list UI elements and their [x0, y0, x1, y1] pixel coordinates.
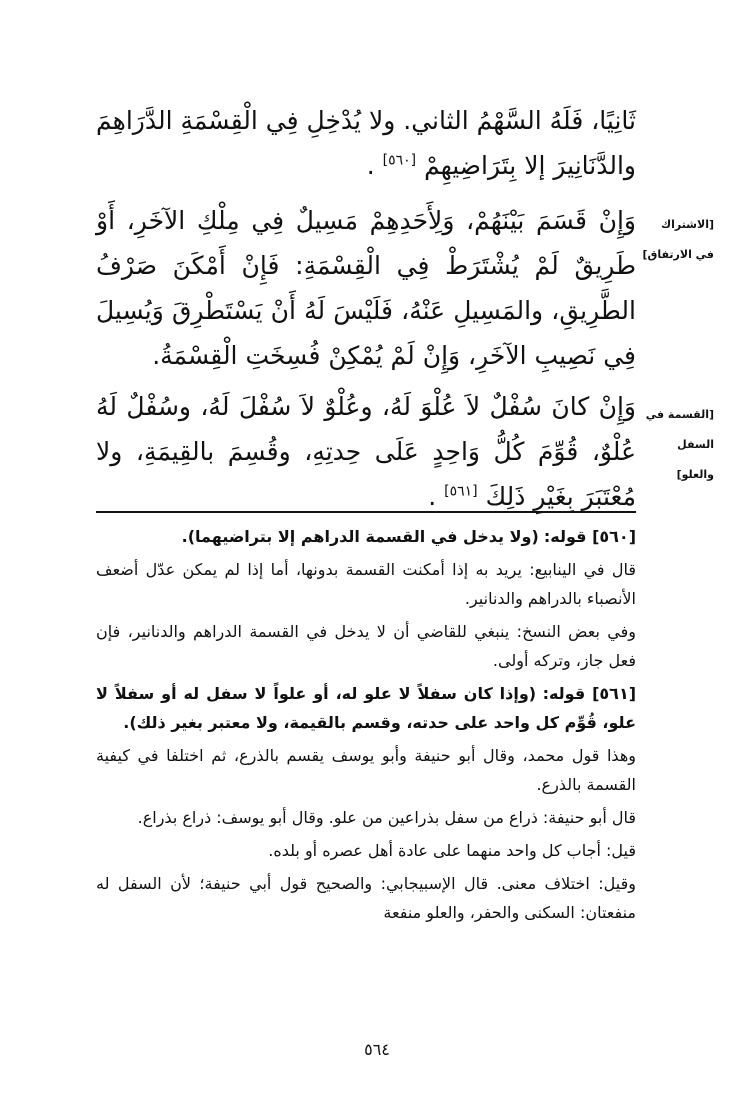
footnote-quote: (ولا يدخل في القسمة الدراهم إلا بتراضيهما). [181, 527, 539, 546]
main-paragraph-1: ثَانِيًا، فَلَهُ السَّهْمُ الثاني. ولا يُدْخِلِ فِي الْقِسْمَةِ الدَّرَاهِمَ والدَّنَانِيرَ إلا بِتَرَاضِيهِمْ [٥٦٠] . [96, 106, 636, 180]
footnote-text: قال في الينابيع: يريد به إذا أمكنت القسمة بدونها، أما إذا لم يمكن عدّل أضعف الأنصباء بالدراهم والدنانير. [96, 560, 636, 608]
footnote-text: قال أبو حنيفة: ذراع من سفل بذراعين من علو. وقال أبو يوسف: ذراع بذراع. [137, 808, 636, 827]
footnote-560-heading [96, 522, 636, 551]
footnote-text: قيل: أجاب كل واحد منهما على عادة أهل عصره أو بلده. [268, 841, 636, 860]
footnote-quote: (وإذا كان سفلاً لا علو له، أو علواً لا سفل له أو سفلاً لا علو، قُوِّم كل واحد على حدته، وقسم بالقيمة، ولا معتبر بغير ذلك). [96, 684, 636, 732]
footnote-divider [96, 511, 636, 513]
footnote-text: وقيل: اختلاف معنى. قال الإسبيجابي: والصحيح قول أبي حنيفة؛ لأن السفل له منفعتان: السكنى والحفر، والعلو منفعة [96, 874, 636, 922]
footnote-reference[interactable]: [٥٦٠] [382, 152, 417, 169]
footnote-text: وفي بعض النسخ: ينبغي للقاضي أن لا يدخل في القسمة الدراهم والدنانير، فإن فعل جاز، وتركه أولى. [96, 622, 636, 670]
footnote-label: [٥٦٠] قوله: [543, 527, 636, 546]
main-text: ثَانِيًا، فَلَهُ السَّهْمُ الثاني. ولا يُدْخِلِ فِي الْقِسْمَةِ الدَّرَاهِمَ والدَّنَانِيرَ إلا بِتَرَاضِيهِمْ [96, 106, 636, 180]
footnote-reference[interactable]: [٥٦١] [444, 483, 478, 500]
main-paragraph-3: وَإِنْ كانَ سُفْلٌ لاَ عُلْوَ لَهُ، وعُلْوٌ لاَ سُفْلَ لَهُ، وسُفْلٌ لَهُ عُلْوٌ، قُوِّمَ كُلُّ وَاحِدٍ عَلَى حِدتِهِ، وقُسِمَ بالقِيمَةِ، ولا مُعْتَبَرَ بِغَيْرِ ذَلِكَ [٥٦١] . [96, 392, 636, 511]
footnote-561-heading [96, 679, 636, 737]
main-text: وَإِنْ قَسَمَ بَيْنَهُمْ، وَلِأَحَدِهِمْ مَسِيلٌ فِي مِلْكِ الآخَرِ، أَوْ طَرِيقٌ لَمْ يُشْتَرَطْ فِي الْقِسْمَةِ: فَإِنْ أَمْكَنَ صَرْفُ الطَّرِيقِ، والمَسِيلِ عَنْهُ، فَلَيْسَ لَهُ أَنْ يَسْتَطْرِقَ وَيُسِيلَ فِي نَصِيبِ الآخَرِ، وَإِنْ لَمْ يُمْكِنْ فُسِخَتِ الْقِسْمَةُ. [96, 206, 636, 370]
footnote-label: [٥٦١] قوله: [542, 684, 637, 703]
main-text: وَإِنْ كانَ سُفْلٌ لاَ عُلْوَ لَهُ، وعُلْوٌ لاَ سُفْلَ لَهُ، وسُفْلٌ لَهُ عُلْوٌ، قُوِّمَ كُلُّ وَاحِدٍ عَلَى حِدتِهِ، وقُسِمَ بالقِيمَةِ، ولا مُعْتَبَرَ بِغَيْرِ ذَلِكَ [96, 392, 636, 511]
footnotes [96, 522, 636, 931]
main-paragraph-2 [96, 198, 636, 378]
page-number: ٥٦٤ [364, 1040, 390, 1059]
footnote-text: وهذا قول محمد، وقال أبو حنيفة وأبو يوسف يقسم بالذرع، ثم اختلفا في كيفية القسمة بالذرع. [96, 746, 636, 794]
side-note-shared-easement: [الاشتراك في الارتفاق] [642, 218, 714, 261]
side-note-lower-upper-division: [القسمة في السفل والعلو] [645, 408, 714, 481]
